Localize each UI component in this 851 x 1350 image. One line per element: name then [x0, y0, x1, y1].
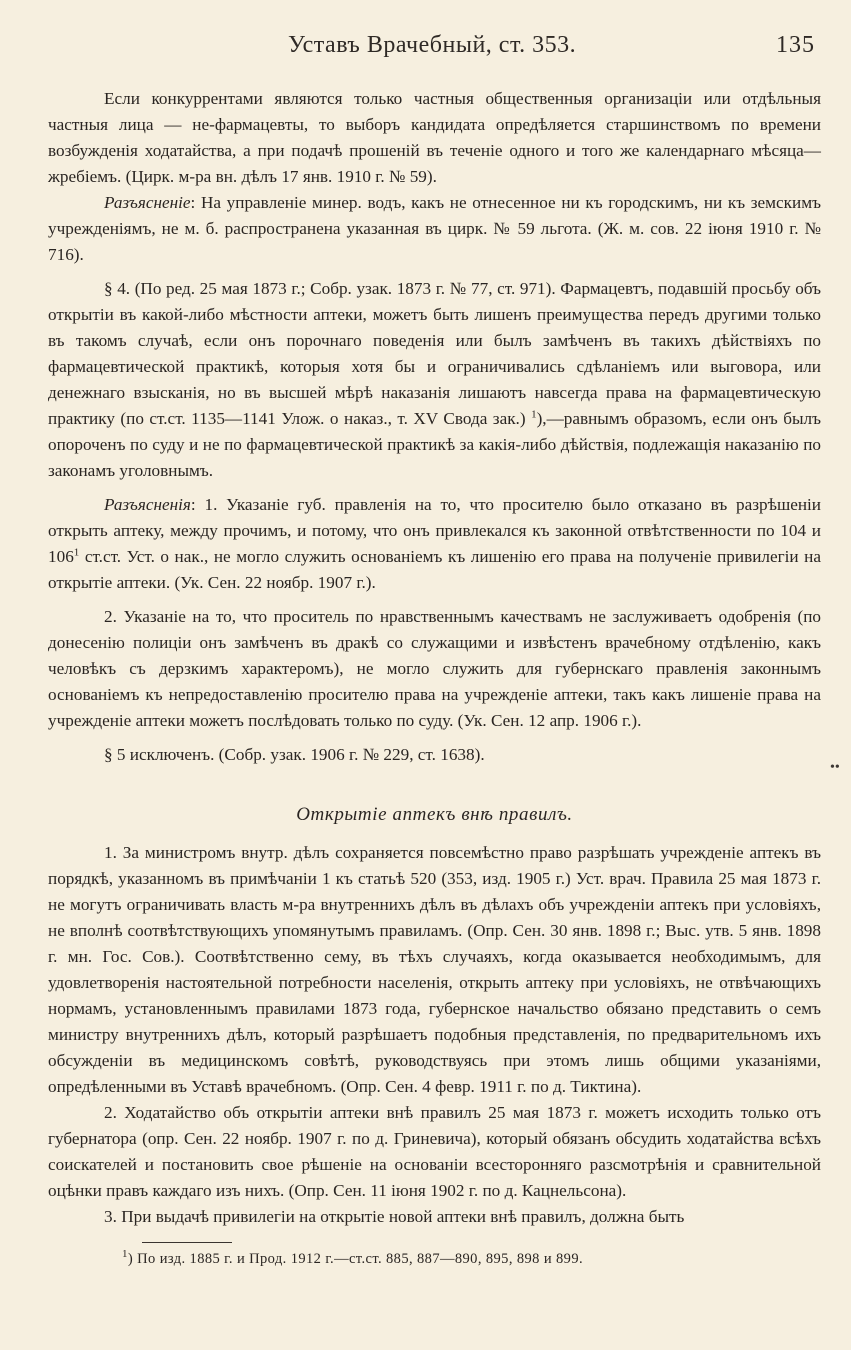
paragraph-explanations-1 [48, 492, 821, 596]
paragraph-section-5: § 5 исключенъ. (Собр. узак. 1906 г. № 229, ст. 1638). [104, 745, 485, 764]
document-page [48, 26, 821, 1269]
running-title: Уставъ Врачебный, ст. 353. [288, 32, 577, 58]
margin-mark: •• [830, 760, 840, 775]
paragraph-section-4 [48, 276, 821, 484]
paragraph-rule-1: 1. За министромъ внутр. дѣлъ сохраняется повсемѣстно право разрѣшать учрежденіе аптекъ въ порядкѣ, указанномъ въ примѣчаніи 1 къ статьѣ 520 (353, изд. 1905 г.) Уст. врач. Правила 25 мая 1873 г. не могутъ ограничивать власть м-ра внутреннихъ дѣлъ въ дѣлахъ объ учрежденіи аптекъ при условіяхъ, не вполнѣ соотвѣтствующихъ упомянутымъ правиламъ. (Опр. Сен. 30 янв. 1898 г.; Выс. утв. 5 янв. 1898 г. мн. Гос. Сов.). Соотвѣтственно сему, въ тѣхъ случаяхъ, когда оказывается необходимымъ, для удовлетворенія настоятельной потребности населенія, открыть аптеку при условіяхъ, не отвѣчающихъ нормамъ, установленнымъ правилами 1873 года, губернское начальство обязано представить о семъ министру внутреннихъ дѣлъ, который разрѣшаетъ подобныя представленія, по предварительномъ ихъ обсужденіи въ медицинскомъ совѣтѣ, руководствуясь при этомъ лишь общими указаніями, опредѣленными въ Уставѣ врачебномъ. (Опр. Сен. 4 февр. 1911 г. по д. Тиктина). [48, 843, 821, 1096]
paragraph-explanation-2: 2. Указаніе на то, что проситель по нравственнымъ качествамъ не заслуживаетъ одобренія (по донесенію полиціи онъ замѣченъ въ дракѣ со служащими и извѣстенъ врачебному отдѣленію, какъ человѣкъ съ дерзкимъ характеромъ), не могло служить для губернскаго правленія законнымъ основаніемъ къ непредоставленію просителю права на учрежденіе аптеки, такъ какъ лишеніе права на учрежденіе аптеки можетъ послѣдовать только по суду. (Ук. Сен. 12 апр. 1906 г.). [48, 607, 821, 730]
article-superscript: 1 [73, 546, 80, 559]
footnote-marker: 1 [122, 1248, 128, 1261]
footnote-divider [142, 1242, 232, 1243]
section-heading: Открытіе аптекъ внѣ правилъ. [296, 804, 573, 825]
footnote-ref: 1 [531, 408, 537, 421]
body-text [48, 86, 821, 1269]
section-4-text: § 4. (По ред. 25 мая 1873 г.; Собр. узак. 1873 г. № 77, ст. 971). Фармацевтъ, подавшій просьбу объ открытіи въ какой-либо мѣстности аптеки, можетъ быть лишенъ преимущества передъ другими только въ такомъ случаѣ, если онъ порочнаго поведенія или былъ замѣченъ въ такихъ дѣйствіяхъ по фармацевтической практикѣ, которыя хотя бы и ограничивались сдѣланіемъ или выговора, или денежнаго взысканія, но въ высшей мѣрѣ наказанія лишаютъ навсегда права на фармацевтическую практику (по ст.ст. 1135—1141 Улож. о наказ., т. XV Свода зак.) [48, 279, 821, 428]
paragraph-rule-2: 2. Ходатайство объ открытіи аптеки внѣ правилъ 25 мая 1873 г. можетъ исходить только отъ губернатора (опр. Сен. 22 ноябр. 1907 г. по д. Гриневича), который обязанъ обсудить ходатайства всѣхъ соискателей и постановить свое рѣшеніе на основаніи всесторонняго разсмотрѣнія и сравнительной оцѣнки правъ каждаго изъ нихъ. (Опр. Сен. 11 іюня 1902 г. по д. Кацнельсона). [48, 1103, 821, 1200]
explanation-label: Разъясненіе [104, 193, 191, 212]
paragraph-explanation-mineral-waters [48, 190, 821, 268]
page-number: 135 [776, 32, 815, 58]
paragraph-competitors: Если конкуррентами являются только частныя общественныя организаціи или отдѣльныя частныя лица — не-фармацевты, то выборъ кандидата опредѣляется старшинствомъ по времени возбужденія ходатайства, а при подачѣ прошеній въ теченіе одного и того же календарнаго мѣсяца—жребіемъ. (Цирк. м-ра вн. дѣлъ 17 янв. 1910 г. № 59). [48, 89, 821, 186]
explanations-text-cont: ст.ст. Уст. о нак., не могло служить основаніемъ къ лишенію его права на полученіе привилегіи на открытіе аптеки. (Ук. Сен. 22 ноябр. 1907 г.). [48, 547, 821, 592]
section-4-text-cont: ),—равнымъ образомъ, если онъ былъ опороченъ по суду и не по фармацевтической практикѣ за какія-либо дѣйствія, подлежащія наказанію по законамъ уголовнымъ. [48, 409, 821, 480]
paragraph-rule-3: 3. При выдачѣ привилегіи на открытіе новой аптеки внѣ правилъ, должна быть [104, 1207, 685, 1226]
explanations-label: Разъясненія [104, 495, 191, 514]
explanation-text: : На управленіе минер. водъ, какъ не отнесенное ни къ городскимъ, ни къ земскимъ учрежденіямъ, не м. б. распространена указанная въ цирк. № 59 льгота. (Ж. м. сов. 22 іюня 1910 г. № 716). [48, 193, 821, 264]
page-header [48, 26, 821, 72]
footnote-text: ) По изд. 1885 г. и Прод. 1912 г.—ст.ст. 885, 887—890, 895, 898 и 899. [127, 1251, 583, 1267]
footnote [48, 1249, 821, 1269]
explanations-text: : 1. Указаніе губ. правленія на то, что просителю было отказано въ разрѣшеніи открыть аптеку, между прочимъ, и потому, что онъ привлекался къ законной отвѣтственности по 104 и 106 [48, 495, 821, 566]
